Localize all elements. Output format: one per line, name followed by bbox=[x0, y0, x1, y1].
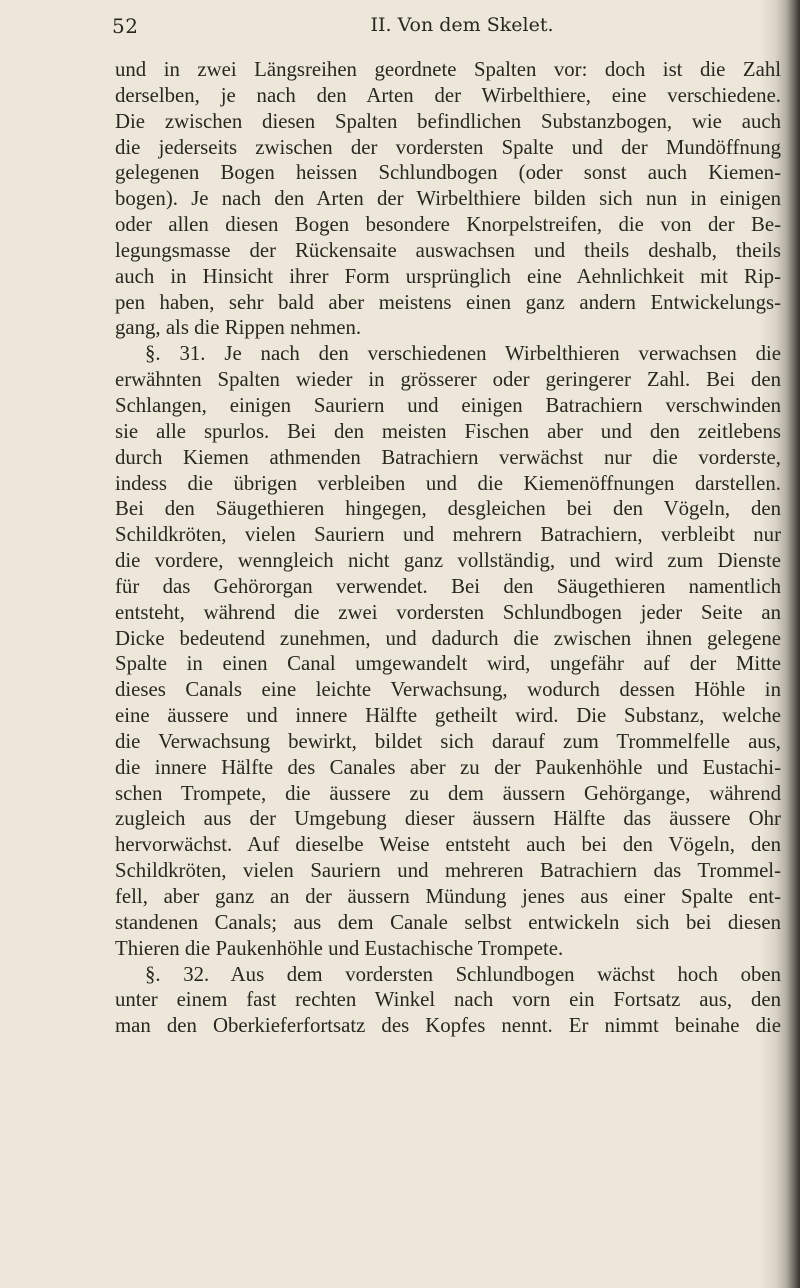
text-line: dieses Canals eine leichte Verwachsung, wodurch dessen Höhle in bbox=[115, 678, 781, 702]
text-line: hervorwächst. Auf dieselbe Weise entsteht auch bei den Vögeln, den bbox=[115, 833, 781, 857]
text-line: unter einem fast rechten Winkel nach vorn ein Fortsatz aus, den bbox=[115, 988, 781, 1012]
running-head: II. Von dem Skelet. bbox=[370, 14, 554, 36]
text-line: fell, aber ganz an der äussern Mündung jenes aus einer Spalte ent- bbox=[115, 885, 781, 908]
text-line: gelegenen Bogen heissen Schlundbogen (oder sonst auch Kiemen- bbox=[115, 161, 781, 185]
text-line: bogen). Je nach den Arten der Wirbelthiere bilden sich nun in einigen bbox=[115, 187, 781, 211]
text-line: gang, als die Rippen nehmen. bbox=[115, 316, 362, 340]
text-line: man den Oberkieferfortsatz des Kopfes nennt. Er nimmt beinahe die bbox=[115, 1014, 781, 1038]
text-line: die jederseits zwischen der vordersten Spalte und der Mundöffnung bbox=[115, 135, 781, 159]
body-text bbox=[115, 57, 781, 1039]
text-line: Schildkröten, vielen Sauriern und mehreren Batrachiern das Trommel- bbox=[115, 859, 781, 883]
text-line: Thieren die Paukenhöhle und Eustachische Trompete. bbox=[115, 936, 564, 960]
text-line: die innere Hälfte des Canales aber zu der Paukenhöhle und Eustachi- bbox=[115, 755, 781, 779]
text-line: derselben, je nach den Arten der Wirbelthiere, eine verschiedene. bbox=[115, 83, 781, 107]
text-line: für das Gehörorgan verwendet. Bei den Säugethieren namentlich bbox=[115, 574, 781, 598]
text-line: die vordere, wenngleich nicht ganz vollständig, und wird zum Dienste bbox=[115, 549, 781, 573]
text-line: erwähnten Spalten wieder in grösserer oder geringerer Zahl. Bei den bbox=[115, 368, 781, 392]
text-line: Schildkröten, vielen Sauriern und mehrern Batrachiern, verbleibt nur bbox=[115, 523, 781, 547]
page-number: 52 bbox=[112, 14, 139, 38]
text-line: Spalte in einen Canal umgewandelt wird, ungefähr auf der Mitte bbox=[115, 652, 781, 676]
text-line: durch Kiemen athmenden Batrachiern verwächst nur die vorderste, bbox=[115, 445, 781, 469]
text-line: Dicke bedeutend zunehmen, und dadurch die zwischen ihnen gelegene bbox=[115, 626, 781, 650]
text-line: legungsmasse der Rückensaite auswachsen und theils deshalb, theils bbox=[115, 238, 781, 262]
text-line: pen haben, sehr bald aber meistens einen ganz andern Entwickelungs- bbox=[115, 290, 781, 314]
text-line: §. 31. Je nach den verschiedenen Wirbelthieren verwachsen die bbox=[145, 342, 781, 366]
text-line: Schlangen, einigen Sauriern und einigen Batrachiern verschwinden bbox=[115, 393, 781, 417]
text-line: Die zwischen diesen Spalten befindlichen Substanzbogen, wie auch bbox=[115, 109, 781, 133]
page-header bbox=[112, 14, 772, 44]
text-line: und in zwei Längsreihen geordnete Spalten vor: doch ist die Zahl bbox=[115, 58, 781, 81]
text-line: indess die übrigen verbleiben und die Kiemenöffnungen darstellen. bbox=[115, 471, 781, 495]
page-edge-shadow bbox=[786, 0, 800, 1288]
text-line: standenen Canals; aus dem Canale selbst entwickeln sich bei diesen bbox=[115, 910, 781, 934]
text-line: zugleich aus der Umgebung dieser äussern Hälfte das äussere Ohr bbox=[115, 807, 781, 831]
text-line: entsteht, während die zwei vordersten Schlundbogen jeder Seite an bbox=[115, 600, 781, 624]
text-line: sie alle spurlos. Bei den meisten Fischen aber und den zeitlebens bbox=[115, 419, 781, 443]
text-line: eine äussere und innere Hälfte getheilt wird. Die Substanz, welche bbox=[115, 704, 781, 728]
text-line: auch in Hinsicht ihrer Form ursprünglich eine Aehnlichkeit mit Rip- bbox=[115, 264, 781, 288]
text-line: §. 32. Aus dem vordersten Schlundbogen wächst hoch oben bbox=[145, 962, 781, 986]
text-line: die Verwachsung bewirkt, bildet sich darauf zum Trommelfelle aus, bbox=[115, 729, 781, 753]
text-line: Bei den Säugethieren hingegen, desgleichen bei den Vögeln, den bbox=[115, 497, 781, 521]
text-line: oder allen diesen Bogen besondere Knorpelstreifen, die von der Be- bbox=[115, 213, 781, 237]
text-line: schen Trompete, die äussere zu dem äussern Gehörgange, während bbox=[115, 781, 781, 805]
